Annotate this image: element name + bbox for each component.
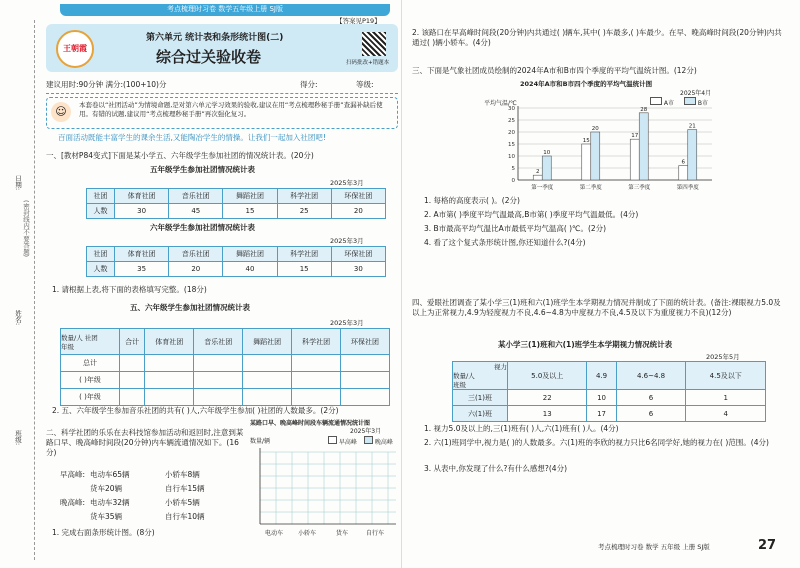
answer-cell[interactable]	[341, 389, 390, 406]
corner-cell	[61, 329, 120, 355]
answer-cell[interactable]	[145, 372, 194, 389]
bar-b	[542, 156, 551, 180]
traffic-blank-grid[interactable]	[256, 446, 398, 528]
x-tick-label: 第三季度	[628, 185, 651, 191]
data-label: 6	[681, 159, 685, 166]
value-cell: 35	[115, 262, 169, 277]
answer-cell[interactable]	[292, 355, 341, 372]
traffic-item: 自行车10辆	[165, 512, 205, 521]
data-label: 17	[631, 133, 639, 140]
header-cell: 5.0及以上	[508, 362, 587, 390]
q4-q1: 1. 视力5.0及以上的,三(1)班有( )人,六(1)班有( )人。(4分)	[424, 424, 619, 433]
row-label: 三(1)班	[453, 390, 508, 406]
row-label: 人数	[87, 262, 115, 277]
bar-b	[688, 130, 697, 180]
combo-title: 五、六年级学生参加社团情况统计表	[130, 303, 250, 312]
y-tick-label: 10	[508, 154, 515, 160]
data-label: 10	[543, 150, 551, 156]
t6-title: 六年级学生参加社团情况统计表	[150, 223, 255, 232]
row-label: 六(1)班	[453, 406, 508, 422]
header-cell: 体育社团	[145, 329, 194, 355]
bar-a	[679, 166, 688, 180]
answer-cell[interactable]	[243, 372, 292, 389]
temp-chart-ylabel: 平均气温/℃	[484, 100, 517, 107]
q4-table-date: 2025年5月	[706, 353, 740, 361]
x-tick-label: 第一季度	[531, 185, 554, 191]
mascot-icon: ☺	[51, 102, 71, 122]
traffic-chart-date: 2025年3月	[350, 428, 382, 435]
answer-cell[interactable]	[292, 389, 341, 406]
q2-sub1: 1. 完成右面条形统计图。(8分)	[52, 528, 155, 537]
page-number: 27	[758, 538, 777, 553]
footer-book: 考点梳理时习卷 数学 五年级 上册 SJ版	[598, 543, 710, 551]
traffic-item: 小轿车5辆	[165, 498, 200, 507]
traffic-chart-ylabel: 数量/辆	[250, 438, 271, 445]
corner-cell	[453, 362, 508, 390]
header-cell: 音乐社团	[169, 189, 223, 204]
bar-a	[533, 175, 542, 180]
x-tick-label: 第四季度	[676, 185, 699, 191]
header-cell: 4.5及以下	[686, 362, 766, 390]
value-cell: 17	[587, 406, 616, 422]
answer-cell[interactable]	[120, 355, 145, 372]
value-cell: 15	[223, 204, 277, 219]
corner-top: 视力	[494, 363, 507, 371]
header-cell: 环保社团	[331, 247, 385, 262]
header-cell: 科学社团	[292, 329, 341, 355]
morning-label: 早高峰:	[60, 470, 86, 479]
value-cell: 1	[686, 390, 766, 406]
answer-cell[interactable]	[194, 372, 243, 389]
value-cell: 40	[223, 262, 277, 277]
intro-text: 百面活动既能丰富学生的课余生活,又能陶冶学生的情操。让我们一起加入社团吧!	[58, 133, 326, 142]
row-label: ( )年级	[61, 389, 120, 406]
date-label: 日期:	[14, 175, 22, 191]
answer-cell[interactable]	[243, 355, 292, 372]
y-tick-label: 5	[511, 166, 515, 172]
seal-line	[34, 20, 35, 560]
data-label: 20	[591, 126, 599, 132]
temp-chart-date: 2025年4月	[680, 90, 712, 97]
value-cell: 20	[331, 204, 385, 219]
bar-a	[582, 144, 591, 180]
header-cell: 科学社团	[277, 247, 331, 262]
score-label: 得分:	[300, 80, 318, 89]
seal-note: (密封线内不要答题)	[22, 200, 30, 258]
data-label: 15	[582, 138, 590, 144]
value-cell: 6	[616, 390, 686, 406]
t5-date: 2025年3月	[330, 179, 364, 187]
header-cell: 舞蹈社团	[243, 329, 292, 355]
title-banner	[46, 17, 398, 72]
row-label: 人数	[87, 204, 115, 219]
answer-cell[interactable]	[341, 355, 390, 372]
legend-evening: 晚高峰	[364, 436, 393, 446]
traffic-item: 电动车32辆	[90, 498, 130, 507]
bar-b	[639, 113, 648, 180]
value-cell: 6	[616, 406, 686, 422]
q2-prompt: 二、科学社团的乐乐在去科技馆参加活动和返回时,注意到某路口早、晚高峰时间段(20分钟)内车辆流通情况如下。(16分)	[46, 428, 244, 458]
q2-sub2: 2. 该路口在早高峰时间段(20分钟)内共通过( )辆车,其中( )车最多,( )车最少。在早、晚高峰时间段(20分钟)内共通过( )辆小轿车。(4分)	[412, 28, 782, 48]
name-label: 姓名:	[14, 310, 22, 326]
temp-chart	[500, 104, 716, 194]
unit-title: 第六单元 统计表和条形统计图(二)	[146, 33, 284, 43]
y-tick-label: 20	[508, 130, 515, 136]
value-cell: 22	[508, 390, 587, 406]
vision-table	[452, 361, 766, 422]
header-cell: 环保社团	[331, 189, 385, 204]
legend-a-label: A市	[663, 100, 675, 107]
value-cell: 10	[587, 390, 616, 406]
brand-logo: 王朝霞	[56, 30, 94, 68]
traffic-item: 电动车65辆	[90, 470, 130, 479]
traffic-item: 自行车15辆	[165, 484, 205, 493]
combo-date: 2025年3月	[330, 319, 364, 327]
traffic-xlabel: 小轿车	[298, 530, 317, 537]
evening-label: 晚高峰:	[60, 498, 86, 507]
header-cell: 体育社团	[115, 189, 169, 204]
q4-table-title: 某小学三(1)班和六(1)班学生本学期视力情况统计表	[498, 340, 673, 349]
answer-cell[interactable]	[341, 372, 390, 389]
header-cell: 社团	[87, 247, 115, 262]
row-label: 总计	[61, 355, 120, 372]
divider	[46, 93, 398, 94]
grade6-table	[86, 246, 386, 277]
corner-top: 数量/人 社团	[61, 333, 98, 342]
header-cell: 音乐社团	[169, 247, 223, 262]
top-bar: 考点梳理时习卷 数学五年级上册 SJ版	[60, 4, 390, 16]
bar-b	[591, 132, 600, 180]
answer-cell[interactable]	[145, 389, 194, 406]
combo-table	[60, 328, 390, 406]
qr-caption: 扫码批改+错题本	[346, 60, 390, 66]
corner-mid: 数量/人	[453, 372, 475, 380]
header-cell: 科学社团	[277, 189, 331, 204]
value-cell: 45	[169, 204, 223, 219]
header-cell: 4.6~4.8	[616, 362, 686, 390]
traffic-chart-title: 某路口早、晚高峰时间段车辆流通情况统计图	[250, 420, 371, 427]
row-label: ( )年级	[61, 372, 120, 389]
legend-b-label: B市	[697, 100, 709, 107]
q4-q3: 3. 从表中,你发现了什么?有什么感想?(4分)	[424, 464, 568, 473]
header-cell: 体育社团	[115, 247, 169, 262]
y-tick-label: 25	[508, 118, 515, 124]
traffic-item: 小轿车8辆	[165, 470, 200, 479]
answer-cell[interactable]	[194, 355, 243, 372]
answer-cell[interactable]	[145, 355, 194, 372]
value-cell: 30	[331, 262, 385, 277]
value-cell: 20	[169, 262, 223, 277]
traffic-item: 货车20辆	[90, 484, 123, 493]
value-cell: 30	[115, 204, 169, 219]
qr-code-icon	[362, 32, 386, 56]
q4-prompt: 四、爱眼社团调查了某小学三(1)班和六(1)班学生本学期视力情况并制成了下面的统计表。(备注:裸眼视力5.0及以上为正常视力,4.9为轻度视力不良,4.6~4.8为中度视力不良,4.5及以下为重度视力不良)(12分)	[412, 298, 781, 318]
header-cell: 社团	[87, 189, 115, 204]
notice-text: 本套卷以“社团活动”为情境命题,是对第六单元学习效果的验收,建议在用“考点梳理秒秘手册”查漏补缺后使用。有错的试题,建议用“考点梳理秒秘手册”再次强化复习。	[79, 101, 383, 118]
data-label: 2	[536, 169, 540, 176]
traffic-xlabel: 货车	[336, 530, 349, 537]
header-cell: 4.9	[587, 362, 616, 390]
y-tick-label: 15	[508, 142, 515, 148]
y-tick-label: 0	[511, 178, 515, 184]
answer-cell[interactable]	[194, 389, 243, 406]
grade-label: 等级:	[356, 80, 374, 89]
x-tick-label: 第二季度	[579, 185, 602, 191]
notice-box	[46, 97, 398, 129]
corner-bottom: 班级	[453, 381, 466, 389]
q3-q1: 1. 每格的高度表示( )。(2分)	[424, 196, 520, 205]
page-gutter	[401, 0, 402, 568]
value-cell: 15	[277, 262, 331, 277]
q1-prompt: 一、[教材P84变式]下面是某小学五、六年级学生参加社团的情况统计表。(20分)	[46, 151, 314, 160]
q3-q2: 2. A市第( )季度平均气温最高,B市第( )季度平均气温最低。(4分)	[424, 210, 639, 219]
class-label: 班级:	[14, 430, 22, 446]
q4-q2: 2. 六(1)班同学中,视力是( )的人数最多。六(1)班的李欣的视力只比6名同学好,她的视力在( )范围。(4分)	[424, 438, 769, 447]
answer-cell[interactable]	[243, 389, 292, 406]
data-label: 21	[688, 123, 696, 130]
t5-title: 五年级学生参加社团情况统计表	[150, 165, 255, 174]
value-cell: 25	[277, 204, 331, 219]
header-cell: 合计	[120, 329, 145, 355]
corner-bottom: 年级	[61, 342, 74, 351]
value-cell: 13	[508, 406, 587, 422]
bar-a	[630, 139, 639, 180]
y-tick-label: 30	[508, 106, 515, 112]
q3-q3: 3. B市最高平均气温比A市最低平均气温高( )℃。(2分)	[424, 224, 607, 233]
answer-cell[interactable]	[120, 372, 145, 389]
header-cell: 音乐社团	[194, 329, 243, 355]
traffic-xlabel: 电动车	[265, 530, 284, 537]
q1-sub2: 2. 五、六年级学生参加音乐社团的共有( )人,六年级学生参加( )社团的人数最多。(2分)	[52, 406, 339, 415]
answer-ref: 【答案见P19】	[336, 17, 381, 25]
data-label: 28	[640, 106, 648, 113]
traffic-xlabel: 自行车	[366, 530, 385, 537]
answer-cell[interactable]	[292, 372, 341, 389]
answer-cell[interactable]	[120, 389, 145, 406]
q3-q4: 4. 看了这个复式条形统计图,你还知道什么?(4分)	[424, 238, 586, 247]
header-cell: 舞蹈社团	[223, 189, 277, 204]
header-cell: 环保社团	[341, 329, 390, 355]
q1-sub1: 1. 请根据上表,将下面的表格填写完整。(18分)	[52, 285, 207, 294]
time-score: 建议用时:90分钟 满分:(100+10)分	[46, 80, 167, 89]
value-cell: 4	[686, 406, 766, 422]
t6-date: 2025年3月	[330, 237, 364, 245]
header-cell: 舞蹈社团	[223, 247, 277, 262]
q3-prompt: 三、下面是气象社团成员绘制的2024年A市和B市四个季度的平均气温统计图。(12分)	[412, 66, 697, 75]
grade5-table	[86, 188, 386, 219]
traffic-item: 货车35辆	[90, 512, 123, 521]
page-title: 综合过关验收卷	[156, 48, 262, 66]
temp-chart-title: 2024年A市和B市四个季度的平均气温统计图	[520, 80, 653, 88]
legend-morning: 早高峰	[328, 436, 357, 446]
